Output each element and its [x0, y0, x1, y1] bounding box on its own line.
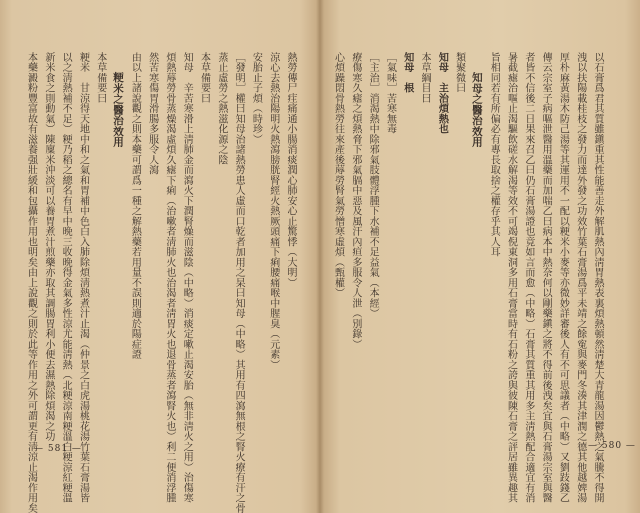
text-column: 本草綱目曰 — [419, 52, 431, 104]
section-heading: 粳米之醫治效用 — [112, 72, 125, 148]
text-column: 新米食之則動氣）陳廩米沖淡可以養胃煮汁煎藥亦取其調腸胃利小便去濕熱除煩渴之功 — [42, 52, 54, 442]
text-column: 知母 主治煩熱也 — [436, 52, 448, 134]
text-column: 本草備要曰 — [94, 52, 106, 104]
text-column: 本草備要曰 — [198, 52, 210, 104]
text-column: 者皆不信後二日果來召乙曰仍石膏湯證也竟如言而愈（中略）石膏其質重其用多主淸熱配合適宜有消 — [522, 52, 534, 503]
text-column: ［發明］權曰知母治諸熱勞患人虛而口乾者加用之杲曰知母（中略）其用有四瀉無根之腎火療有汗之骨 — [233, 52, 245, 513]
text-column: ［主治］消渴熱中除邪氣肢體浮腫下水補不足益氣（本經） — [367, 52, 379, 319]
right-page-text — [329, 52, 606, 503]
text-column: 蒸止虛勞之熱滋化源之陰 — [215, 52, 227, 165]
text-column: 療傷寒久瘧之煩熱脅下邪氣膈中惡及風汗內疸多服令人泄（別錄） — [349, 52, 361, 350]
text-column: 心煩躁悶骨熱勞往來產後蓐勞腎氣勞憎寒虛煩（甄權） — [332, 52, 344, 298]
text-column: 煩熱蓐勞骨蒸燥渴虛煩久瘧下痢（治嗽者淸肺火也治渴者淸胃火也退骨蒸者瀉腎火也）利二便消浮腫 — [163, 52, 175, 503]
text-column: 旨相同若有所偏必有專長取捨之權存乎其人耳 — [488, 52, 500, 257]
text-column: 以石膏爲君其質雖鎭重其性能善走外解肌熱內淸胃熱表裏煩熱頓然淸楚大青龍湯因鬱熱之氣騰不得開 — [592, 52, 603, 503]
text-column: 厚朴麻黃湯木防己湯等其運用不一配以粳米小麥等亦微妙詳審後人有不可思議者（中略）又劉跂錢乙 — [557, 52, 569, 503]
text-column: 粳米 甘涼得天地中和之氣和胃補中色白入肺除煩淸熱煮汁止渴（仲景之白虎湯桃花湯竹葉石膏湯皆 — [77, 52, 89, 503]
text-column: 類聚微曰 — [453, 52, 465, 93]
text-column: 知母 辛苦寒滑上淸肺金而瀉火下潤腎燥而滋陰（中略）消痰定嗽止渴安胎（無非淸火之用）治傷寒 — [181, 52, 193, 503]
text-column: 知母 根 — [401, 52, 413, 93]
page-number-left: — 581 — — [34, 444, 82, 454]
text-column: ［氣味］苦寒無毒 — [384, 52, 396, 134]
text-column: 以之淸熱補不足）粳乃稻之總名有早中晩三收晩得金氣多性涼尤能淸熱（北粳涼南粳溫白粳涼紅粳溫 — [60, 52, 72, 503]
text-column: 由以上諸說觀之則本藥可謂爲一種之解熱藥若用量不誤則適於陽症證 — [129, 52, 141, 360]
text-column: 洩以扶陽載桂枝之發力而達外發之功效竹葉石膏湯爲平未靖之餘寃與麥門冬湊其津潤之德其他越婢湯 — [574, 52, 586, 503]
section-heading: 知母之醫治效用 — [470, 72, 483, 148]
text-column: 傳云宗室子病嘔泄醫用溫藥而加喘乙曰病本中熱奈何以剛藥鎭之將不得前後洩矣宜與石膏湯宗室與醫 — [540, 52, 552, 503]
text-column: 本藥澱粉豐富故有滋養强壯緩和包攝作用也明矣由上說觀之則於此等作用之外可謂更有淸涼止渴作用矣 — [25, 52, 37, 513]
text-column: 然苦寒傷胃滑腸多服令人瀉 — [146, 52, 158, 175]
text-column: 熱勞傳尸疰痛通小腸消痰潤心肺安心止驚悸（大明） — [285, 52, 296, 288]
text-column: 安胎止子煩（時珍） — [250, 52, 262, 145]
text-column: 涼心去熱治陽明火熱瀉膀胱腎經火熱厥頭痛下痢腰痛喉中腥臭（元素） — [267, 52, 279, 370]
page-number-right: — 580 — — [588, 441, 636, 451]
text-column: 暑截瘧治嘔止渴驅飲磋水解渴等效不可竭倪東洞多用石膏當時有石粉之誇與彼陳石膏之評居雖異趣其 — [505, 52, 517, 503]
